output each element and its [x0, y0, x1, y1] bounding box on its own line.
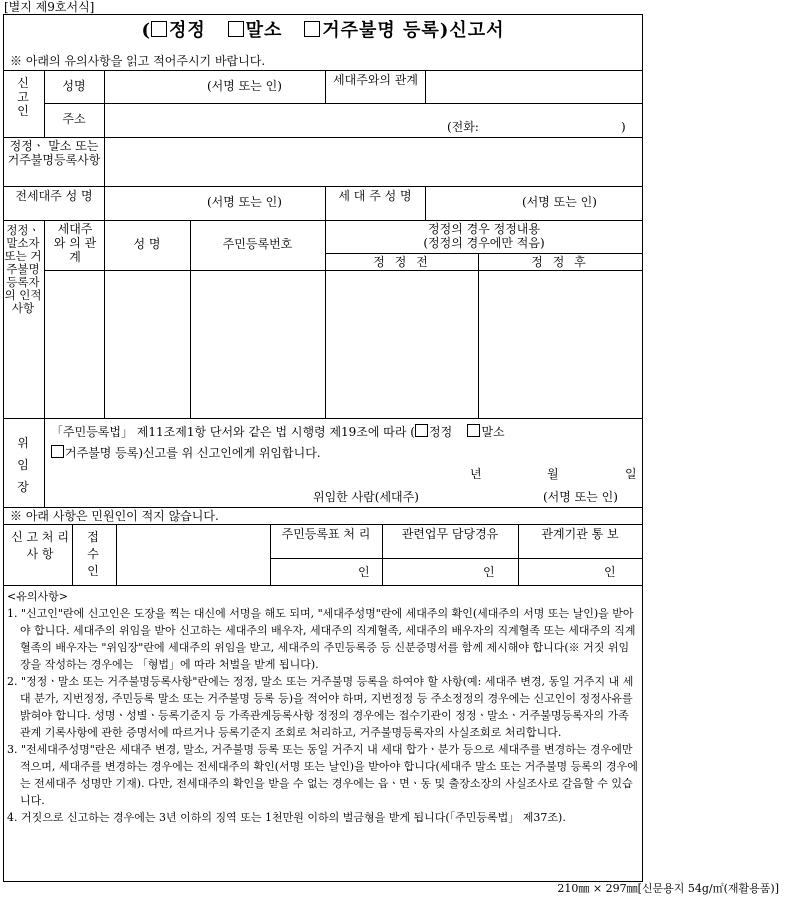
notes-item-1: 1. "신고인"란에 신고인은 도장을 찍는 대신에 서명을 해도 되며, "세대주성명"란에 세대주의 확인(세대주의 서명 또는 날인)을 받아야 합니다. 세대주의 위임을 받아 신고하는 세대주의 배우자, 세대주의 직계혈족, 세대주의 배우자의 직계혈족 또는 세대주의 직계혈족의 배우자는 "위임장"란에 세대주의 위임을 받고, 세대주의 주민등록증 등 신분증명서를 함께 제시해야 합니다(※ 거짓 위임장을 작성하는 경우에는 「형법」에 따라 처벌을 받게 됩니다). — [7, 607, 636, 671]
reporter-relation-label: 세대주와의 관계 — [333, 73, 418, 87]
office-stamp-1: 인 — [358, 565, 370, 579]
office-stamp-3: 인 — [604, 565, 616, 579]
subject-table-body[interactable] — [45, 271, 641, 417]
title-option-cancel: 말소 — [245, 20, 283, 41]
head-name-label: 세 대 주 성 명 — [338, 189, 412, 203]
reporter-name-field[interactable] — [105, 71, 324, 103]
correction-items-field[interactable] — [105, 138, 641, 185]
delegation-text — [51, 422, 639, 464]
delegation-option-cancel: 말소 — [481, 425, 505, 439]
paper-spec-footer: 210㎜ × 297㎜[신문용지 54g/㎡(재활용품)] — [557, 882, 779, 895]
instruction-text: ※ 아래의 유의사항을 읽고 적어주시기 바랍니다. — [10, 54, 266, 68]
delegation-option-unknown: 거주불명 등록)신고를 위 신고인에게 위임합니다. — [65, 446, 321, 460]
delegation-checkbox-unknown[interactable] — [51, 445, 64, 458]
notes-item-3: 3. "전세대주성명"란은 세대주 변경, 말소, 거주불명 등록 또는 동일 거주지 내 세대 합가ㆍ분가 등으로 세대주를 변경하는 경우에만 적으며, 세대주를 변경하는 경우에는 전세대주의 확인(서명 또는 날인)을 받아야 합니다(세대주 말소 또는 거주불명 등록의 경우에는 전세대주 성명만 기재). 다만, 전세대주의 확인을 받을 수 없는 경우에는 읍ㆍ면ㆍ동 및 출장소장의 사실조사로 갈음할 수 있습니다. — [7, 743, 638, 807]
delegation-section-label: 위 임 장 — [17, 436, 29, 494]
reporter-address-field[interactable] — [105, 104, 641, 136]
reporter-address-label: 주소 — [62, 112, 86, 126]
subject-col-content-note: (정정의 경우에만 적음) — [423, 236, 545, 250]
correction-items-label: 정정ㆍ 말소 또는 거주불명등록사항 — [7, 139, 101, 167]
office-note: ※ 아래 사항은 민원인이 적지 않습니다. — [10, 509, 219, 523]
reporter-phone-close: ) — [621, 120, 626, 134]
delegation-text-pre: 「주민등록법」 제11조제1항 단서와 같은 법 시행령 제19조에 따라 ( — [51, 425, 415, 439]
form-number-label: [별지 제9호서식] — [4, 0, 95, 14]
office-receipt-label: 접 수 인 — [87, 530, 99, 578]
title-checkbox-unknown[interactable] — [304, 21, 320, 37]
delegator-label: 위임한 사람(세대주) — [313, 490, 419, 504]
reporter-name-label: 성명 — [62, 79, 86, 93]
former-head-sign-hint: (서명 또는 인) — [207, 195, 282, 209]
subject-col-after: 정 정 후 — [531, 255, 589, 269]
title-option-unknown: 거주불명 등록)신고서 — [322, 20, 505, 41]
notes-section — [7, 588, 639, 826]
delegation-month: 월 — [547, 467, 559, 481]
delegation-day: 일 — [625, 467, 637, 481]
office-col-agency: 관계기관 통 보 — [541, 527, 619, 541]
title-option-correction: 정정 — [169, 20, 206, 41]
notes-title: <유의사항> — [7, 590, 68, 603]
reporter-phone-label: (전화: — [447, 120, 479, 134]
form-title — [3, 20, 643, 42]
subject-col-content: 정정의 경우 정정내용 — [428, 222, 540, 236]
reporter-section-label: 신 고 인 — [17, 76, 29, 118]
reporter-sign-hint: (서명 또는 인) — [207, 79, 282, 93]
subject-col-before: 정 정 전 — [373, 255, 431, 269]
title-open: ( — [141, 20, 152, 41]
office-section-label: 신 고 처 리 사 항 — [11, 530, 69, 561]
notes-item-2: 2. "정정ㆍ말소 또는 거주불명등록사항"란에는 정정, 말소 또는 거주불명 등록을 하여야 할 사항(예: 세대주 변경, 동일 거주지 내 세대 분가, 지번정정, 주민등록 말소 또는 거주불명 등록 등)을 적어야 하며, 지번정정 등 주소정정의 경우에는 신고인이 정정사유를 밝혀야 합니다. 성명ㆍ성별ㆍ등록기준지 등 가족관계등록사항 정정의 경우에는 접수기관이 정정ㆍ말소ㆍ거주불명등록자의 가족관계 기록사항에 관한 증명서에 따르거나 등록기준지 조회로 처리하고, 거주불명등록자의 사실조회로 처리합니다. — [7, 675, 634, 739]
notes-item-4: 4. 거짓으로 신고하는 경우에는 3년 이하의 징역 또는 1천만원 이하의 벌금형을 받게 됩니다(「주민등록법」 제37조). — [7, 811, 566, 824]
subject-col-rrn: 주민등록번호 — [222, 237, 293, 251]
subject-section-label: 정정ㆍ말소자 또는 거주불명등록자의 인적사항 — [4, 223, 42, 315]
delegation-checkbox-correction[interactable] — [415, 424, 428, 437]
reporter-relation-field[interactable] — [426, 71, 641, 103]
office-stamp-2: 인 — [483, 565, 495, 579]
office-col-registry: 주민등록표 처 리 — [281, 527, 371, 541]
title-checkbox-correction[interactable] — [151, 21, 167, 37]
delegation-option-correction: 정정 — [429, 425, 453, 439]
subject-col-name: 성 명 — [133, 237, 161, 251]
head-sign-hint: (서명 또는 인) — [522, 195, 597, 209]
delegator-sign-hint: (서명 또는 인) — [543, 490, 618, 504]
former-head-label: 전세대주 성 명 — [15, 189, 93, 203]
office-col-related: 관련업무 담당경유 — [401, 527, 499, 541]
delegation-checkbox-cancel[interactable] — [467, 424, 480, 437]
title-checkbox-cancel[interactable] — [228, 21, 244, 37]
subject-col-relation: 세대주와 의 관 계 — [53, 222, 97, 264]
delegation-year: 년 — [470, 467, 482, 481]
